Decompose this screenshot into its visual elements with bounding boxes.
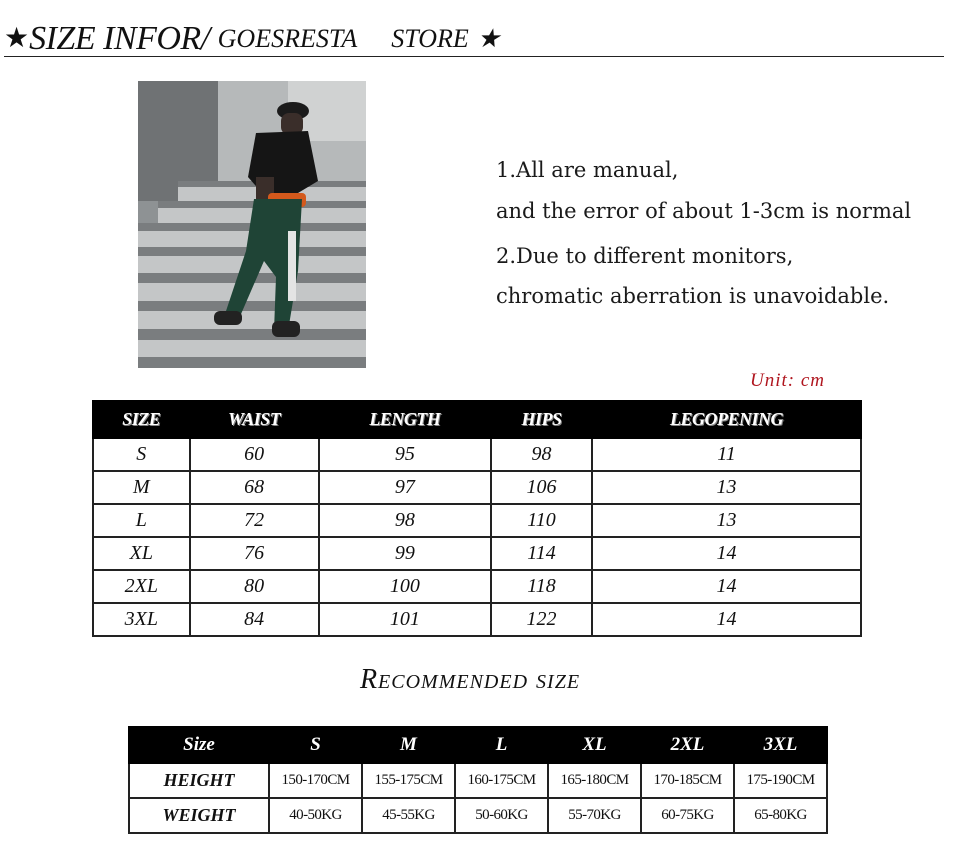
recommended-size-table bbox=[128, 726, 828, 834]
cell-hips: 118 bbox=[491, 570, 592, 603]
cell-legopening: 14 bbox=[592, 603, 861, 636]
unit-label: Unit: cm bbox=[750, 370, 826, 391]
rec-header-3xl: 3XL bbox=[734, 727, 827, 763]
size-chart-table bbox=[92, 400, 862, 637]
cell-length: 95 bbox=[319, 438, 491, 471]
row-label-height: HEIGHT bbox=[129, 763, 269, 798]
table-row bbox=[129, 763, 827, 798]
cell-weight-l: 50-60KG bbox=[455, 798, 548, 833]
rec-header-xl: XL bbox=[548, 727, 641, 763]
cell-hips: 98 bbox=[491, 438, 592, 471]
table-row bbox=[93, 603, 861, 636]
cell-size: 2XL bbox=[93, 570, 190, 603]
cell-weight-2xl: 60-75KG bbox=[641, 798, 734, 833]
cell-waist: 72 bbox=[190, 504, 319, 537]
cell-waist: 60 bbox=[190, 438, 319, 471]
cell-length: 97 bbox=[319, 471, 491, 504]
note-line-2: and the error of about 1-3cm is normal bbox=[496, 199, 912, 223]
cell-height-2xl: 170-185CM bbox=[641, 763, 734, 798]
cell-height-l: 160-175CM bbox=[455, 763, 548, 798]
rec-header-s: S bbox=[269, 727, 362, 763]
page-header bbox=[4, 20, 944, 57]
col-header-legopening: LEGOPENING bbox=[592, 401, 861, 438]
cell-size: M bbox=[93, 471, 190, 504]
star-icon-right: ★ bbox=[476, 24, 501, 53]
cell-length: 100 bbox=[319, 570, 491, 603]
cell-length: 101 bbox=[319, 603, 491, 636]
col-header-size: SIZE bbox=[93, 401, 190, 438]
cell-length: 99 bbox=[319, 537, 491, 570]
cell-hips: 106 bbox=[491, 471, 592, 504]
row-label-weight: WEIGHT bbox=[129, 798, 269, 833]
cell-size: S bbox=[93, 438, 190, 471]
col-header-hips: HIPS bbox=[491, 401, 592, 438]
cell-weight-3xl: 65-80KG bbox=[734, 798, 827, 833]
size-table-header-row bbox=[93, 401, 861, 438]
table-row bbox=[93, 537, 861, 570]
cell-waist: 76 bbox=[190, 537, 319, 570]
col-header-waist: WAIST bbox=[190, 401, 319, 438]
cell-weight-xl: 55-70KG bbox=[548, 798, 641, 833]
cell-size: 3XL bbox=[93, 603, 190, 636]
cell-legopening: 14 bbox=[592, 537, 861, 570]
rec-header-m: M bbox=[362, 727, 455, 763]
model-photo bbox=[138, 81, 366, 368]
table-row bbox=[93, 471, 861, 504]
cell-waist: 68 bbox=[190, 471, 319, 504]
cell-hips: 114 bbox=[491, 537, 592, 570]
cell-weight-m: 45-55KG bbox=[362, 798, 455, 833]
cell-length: 98 bbox=[319, 504, 491, 537]
star-icon: ★ bbox=[4, 23, 30, 54]
cell-legopening: 11 bbox=[592, 438, 861, 471]
recommended-size-title: Recommended size bbox=[359, 664, 581, 695]
cell-height-xl: 165-180CM bbox=[548, 763, 641, 798]
cell-hips: 122 bbox=[491, 603, 592, 636]
header-title: SIZE INFOR/ bbox=[29, 20, 210, 57]
rec-table-header-row bbox=[129, 727, 827, 763]
table-row bbox=[129, 798, 827, 833]
cell-waist: 84 bbox=[190, 603, 319, 636]
note-line-4: chromatic aberration is unavoidable. bbox=[496, 284, 890, 308]
cell-weight-s: 40-50KG bbox=[269, 798, 362, 833]
table-row bbox=[93, 504, 861, 537]
cell-legopening: 13 bbox=[592, 504, 861, 537]
rec-header-size: Size bbox=[129, 727, 269, 763]
cell-size: XL bbox=[93, 537, 190, 570]
cell-hips: 110 bbox=[491, 504, 592, 537]
rec-header-2xl: 2XL bbox=[641, 727, 734, 763]
cell-height-3xl: 175-190CM bbox=[734, 763, 827, 798]
cell-waist: 80 bbox=[190, 570, 319, 603]
cell-height-s: 150-170CM bbox=[269, 763, 362, 798]
cell-legopening: 14 bbox=[592, 570, 861, 603]
table-row bbox=[93, 438, 861, 471]
table-row bbox=[93, 570, 861, 603]
note-line-3: 2.Due to different monitors, bbox=[496, 244, 794, 268]
cell-legopening: 13 bbox=[592, 471, 861, 504]
note-line-1: 1.All are manual, bbox=[496, 158, 679, 182]
col-header-length: LENGTH bbox=[319, 401, 491, 438]
cell-size: L bbox=[93, 504, 190, 537]
store-name: GOESRESTA bbox=[217, 24, 358, 53]
rec-header-l: L bbox=[455, 727, 548, 763]
store-label: STORE bbox=[391, 24, 469, 53]
cell-height-m: 155-175CM bbox=[362, 763, 455, 798]
